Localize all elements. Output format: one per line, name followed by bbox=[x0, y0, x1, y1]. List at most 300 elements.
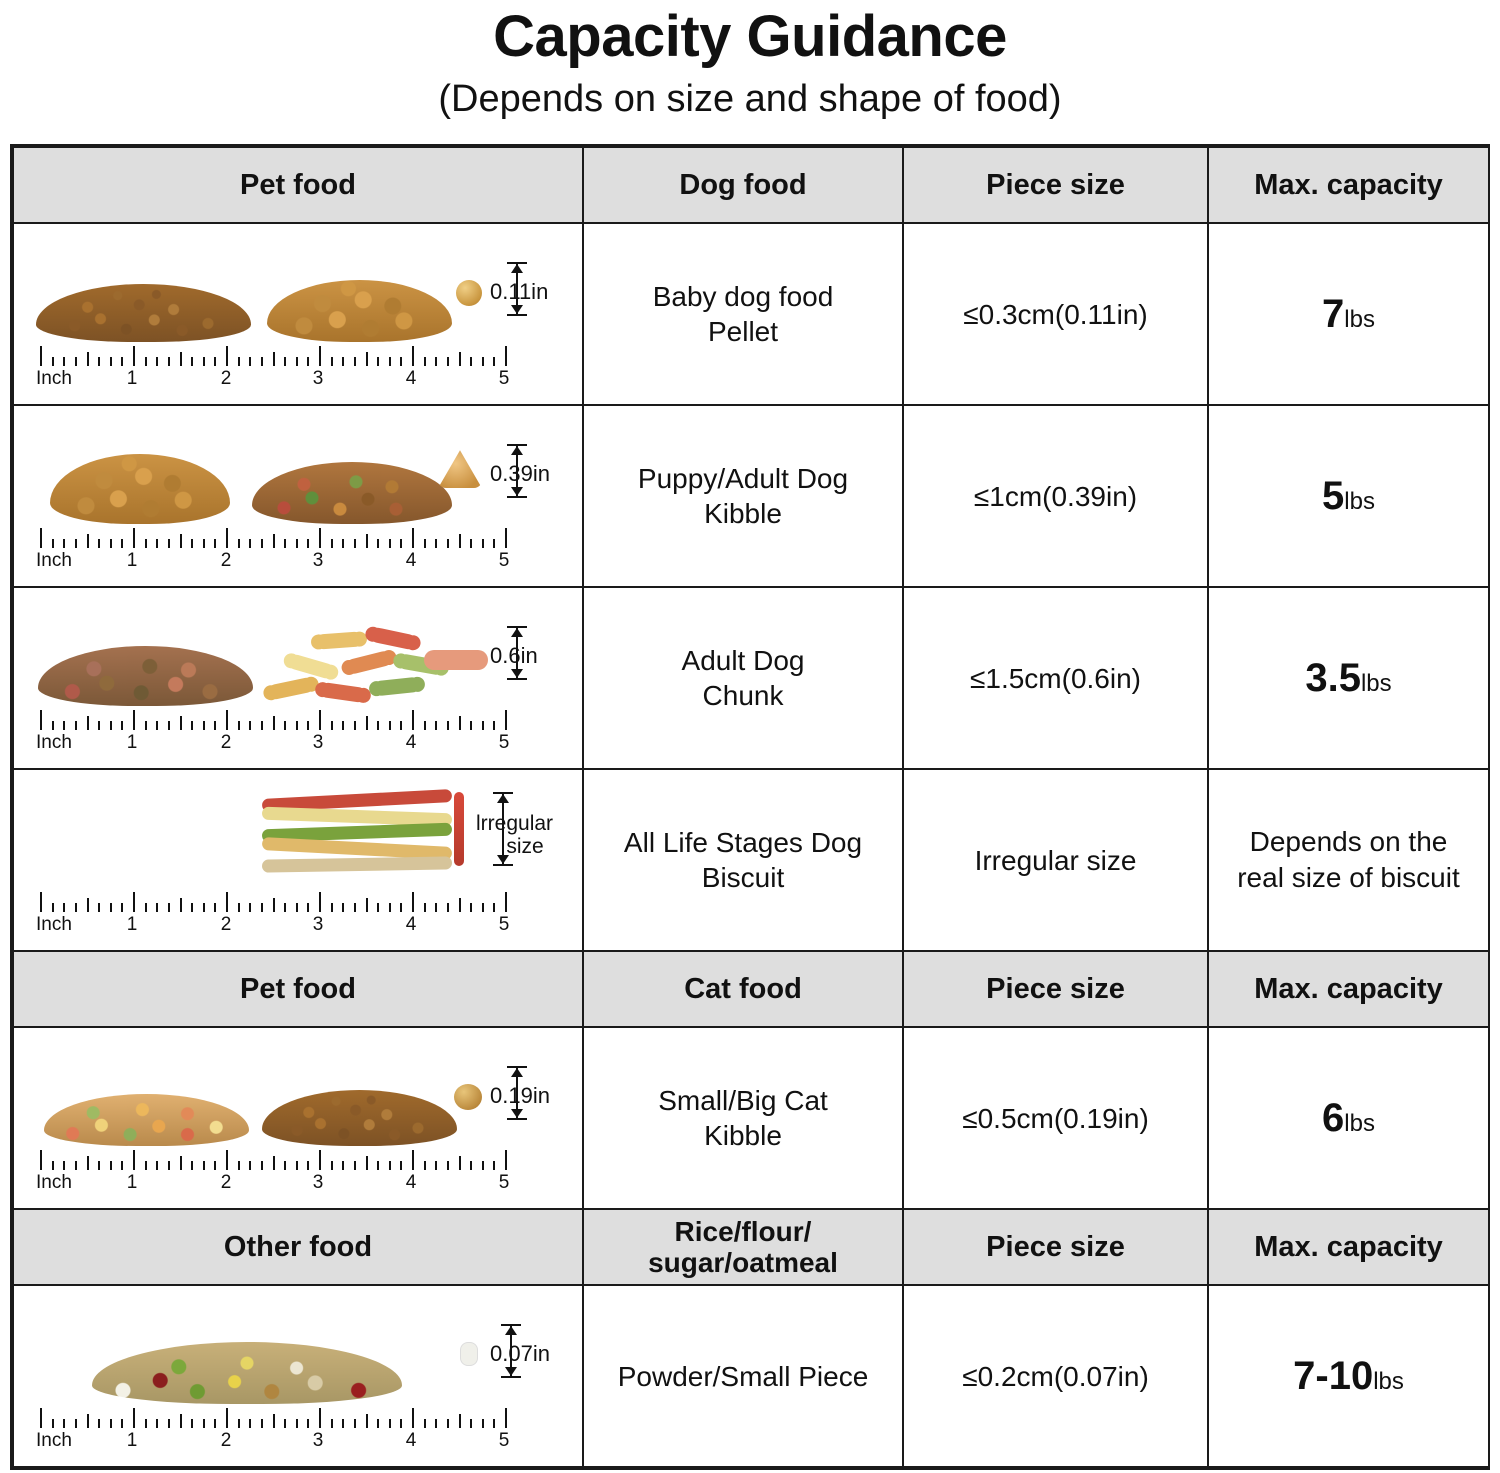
ruler-tick bbox=[98, 903, 100, 912]
ruler-mark: 3 bbox=[312, 1172, 324, 1194]
food-photo bbox=[22, 776, 574, 888]
ruler-tick bbox=[168, 357, 170, 366]
ruler-tick bbox=[261, 539, 263, 548]
ruler-tick bbox=[377, 903, 379, 912]
ruler-tick bbox=[482, 1419, 484, 1428]
page-title: Capacity Guidance bbox=[493, 4, 1007, 69]
ruler-tick bbox=[273, 716, 275, 730]
ruler-tick bbox=[98, 357, 100, 366]
ruler-mark: 3 bbox=[312, 732, 324, 754]
page-header bbox=[0, 0, 1500, 122]
ruler-tick bbox=[307, 357, 309, 366]
ruler-mark: 4 bbox=[405, 550, 417, 572]
ruler-tick bbox=[156, 357, 158, 366]
ruler-tick bbox=[191, 1161, 193, 1170]
piece-size-cell: ≤1cm(0.39in) bbox=[903, 405, 1208, 587]
ruler-tick bbox=[447, 1419, 449, 1428]
ruler-tick bbox=[214, 357, 216, 366]
ruler-tick bbox=[470, 1161, 472, 1170]
ruler-tick bbox=[331, 539, 333, 548]
ruler-tick bbox=[75, 539, 77, 548]
header-piece-size: Piece size bbox=[903, 951, 1208, 1027]
ruler-tick bbox=[168, 903, 170, 912]
ruler-tick bbox=[342, 903, 344, 912]
table-header-row-other bbox=[13, 1209, 1489, 1285]
kibble-pile-icon bbox=[50, 454, 230, 524]
ruler-tick bbox=[319, 892, 321, 912]
chew-sticks-icon bbox=[258, 790, 458, 882]
max-capacity-cell bbox=[1208, 587, 1489, 769]
ruler-tick bbox=[470, 1419, 472, 1428]
ruler-tick bbox=[342, 1419, 344, 1428]
food-name-cell bbox=[583, 587, 903, 769]
ruler-tick bbox=[424, 721, 426, 730]
capacity-value: 5 bbox=[1322, 474, 1345, 519]
capacity-value: 6 bbox=[1322, 1096, 1345, 1141]
ruler-tick bbox=[121, 1161, 123, 1170]
ruler-tick bbox=[284, 539, 286, 548]
ruler-tick bbox=[366, 716, 368, 730]
ruler-tick bbox=[249, 357, 251, 366]
ruler-tick bbox=[191, 539, 193, 548]
ruler-tick bbox=[482, 357, 484, 366]
kibble-pile-icon bbox=[267, 280, 452, 342]
ruler-tick bbox=[180, 1414, 182, 1428]
capacity-text-line: real size of biscuit bbox=[1237, 862, 1460, 894]
ruler-tick bbox=[203, 1161, 205, 1170]
ruler-tick bbox=[203, 539, 205, 548]
ruler-unit-label: Inch bbox=[36, 732, 72, 754]
ruler-tick bbox=[87, 1156, 89, 1170]
header-pet-food: Pet food bbox=[13, 147, 583, 223]
ruler-tick bbox=[470, 721, 472, 730]
ruler-tick bbox=[203, 357, 205, 366]
ruler-tick bbox=[63, 539, 65, 548]
ruler-tick bbox=[296, 1419, 298, 1428]
ruler-unit-label: Inch bbox=[36, 550, 72, 572]
ruler-tick bbox=[40, 1408, 42, 1428]
ruler-tick bbox=[284, 357, 286, 366]
ruler-mark: 1 bbox=[126, 732, 138, 754]
ruler-tick bbox=[87, 1414, 89, 1428]
ruler-tick bbox=[75, 1161, 77, 1170]
ruler-tick bbox=[133, 528, 135, 548]
ruler-unit-label: Inch bbox=[36, 914, 72, 936]
ruler-tick bbox=[145, 903, 147, 912]
ruler-tick bbox=[156, 903, 158, 912]
ruler-tick bbox=[40, 892, 42, 912]
ruler-tick bbox=[354, 1419, 356, 1428]
ruler-tick bbox=[52, 1419, 54, 1428]
header-max-capacity: Max. capacity bbox=[1208, 147, 1489, 223]
ruler-tick bbox=[226, 528, 228, 548]
ruler-tick bbox=[273, 352, 275, 366]
kibble-pile-icon bbox=[38, 646, 253, 706]
ruler-tick bbox=[459, 534, 461, 548]
ruler-tick bbox=[424, 1419, 426, 1428]
ruler-tick bbox=[145, 1161, 147, 1170]
header-other-food: Other food bbox=[13, 1209, 583, 1285]
ruler-tick bbox=[238, 1419, 240, 1428]
food-name-line: Adult Dog bbox=[681, 645, 805, 677]
ruler-tick bbox=[412, 1408, 414, 1428]
ruler-tick bbox=[52, 903, 54, 912]
ruler-tick bbox=[168, 1419, 170, 1428]
ruler-tick bbox=[389, 1161, 391, 1170]
food-name-line: Puppy/Adult Dog bbox=[637, 463, 849, 495]
ruler-mark: 5 bbox=[498, 914, 510, 936]
food-name-line: Powder/Small Piece bbox=[617, 1360, 869, 1392]
ruler-tick bbox=[226, 892, 228, 912]
ruler-tick bbox=[470, 539, 472, 548]
ruler-tick bbox=[459, 898, 461, 912]
food-name-line: All Life Stages Dog bbox=[623, 827, 863, 859]
ruler-tick bbox=[168, 539, 170, 548]
ruler-tick bbox=[261, 357, 263, 366]
ruler-tick bbox=[75, 1419, 77, 1428]
ruler-mark: 4 bbox=[405, 732, 417, 754]
ruler-tick bbox=[447, 903, 449, 912]
ruler-tick bbox=[354, 539, 356, 548]
ruler-mark: 2 bbox=[220, 1172, 232, 1194]
header-cat-food: Cat food bbox=[583, 951, 903, 1027]
ruler-tick bbox=[307, 1161, 309, 1170]
ruler-tick bbox=[400, 721, 402, 730]
food-name-cell bbox=[583, 223, 903, 405]
ruler-tick bbox=[156, 1161, 158, 1170]
ruler-mark: 2 bbox=[220, 550, 232, 572]
food-photo-cell bbox=[13, 587, 583, 769]
ruler-tick bbox=[493, 1419, 495, 1428]
ruler-mark: 2 bbox=[220, 1430, 232, 1452]
kibble-pile-icon bbox=[44, 1094, 249, 1146]
ruler-tick bbox=[273, 534, 275, 548]
table-row bbox=[13, 1027, 1489, 1209]
kibble-pile-icon bbox=[252, 462, 452, 524]
capacity-table bbox=[12, 146, 1490, 1468]
header-max-capacity: Max. capacity bbox=[1208, 1209, 1489, 1285]
ruler-mark: 5 bbox=[498, 368, 510, 390]
ruler-tick bbox=[273, 1414, 275, 1428]
ruler-tick bbox=[435, 1161, 437, 1170]
food-photo bbox=[22, 1034, 574, 1146]
ruler-mark: 5 bbox=[498, 1172, 510, 1194]
table-row bbox=[13, 769, 1489, 951]
ruler-tick bbox=[319, 1408, 321, 1428]
piece-size-label: 0.39in bbox=[490, 461, 550, 487]
ruler-tick bbox=[296, 903, 298, 912]
ruler-tick bbox=[203, 903, 205, 912]
ruler-tick bbox=[389, 903, 391, 912]
max-capacity-cell bbox=[1208, 1285, 1489, 1467]
food-name-line: Pellet bbox=[707, 316, 779, 348]
ruler-tick bbox=[354, 903, 356, 912]
piece-size-label-line: lrregular bbox=[476, 812, 554, 836]
ruler-tick bbox=[214, 1161, 216, 1170]
ruler-tick bbox=[482, 903, 484, 912]
table-row bbox=[13, 587, 1489, 769]
header-piece-size: Piece size bbox=[903, 147, 1208, 223]
food-photo bbox=[22, 594, 574, 706]
piece-size-label-line: size bbox=[506, 835, 544, 859]
ruler-tick bbox=[284, 1419, 286, 1428]
food-photo-cell bbox=[13, 1027, 583, 1209]
ruler-tick bbox=[40, 710, 42, 730]
ruler-tick bbox=[238, 903, 240, 912]
piece-size-cell: ≤0.5cm(0.19in) bbox=[903, 1027, 1208, 1209]
ruler-tick bbox=[40, 346, 42, 366]
ruler-mark: 1 bbox=[126, 368, 138, 390]
ruler-tick bbox=[273, 898, 275, 912]
capacity-unit: lbs bbox=[1344, 306, 1375, 334]
max-capacity-cell bbox=[1208, 223, 1489, 405]
food-name-line: Biscuit bbox=[701, 862, 785, 894]
max-capacity-cell bbox=[1208, 405, 1489, 587]
ruler-mark: 5 bbox=[498, 732, 510, 754]
ruler-tick bbox=[203, 721, 205, 730]
ruler-tick bbox=[180, 534, 182, 548]
ruler-tick bbox=[52, 721, 54, 730]
header-line: Rice/flour/ bbox=[674, 1215, 812, 1247]
ruler-tick bbox=[249, 1419, 251, 1428]
ruler-tick bbox=[273, 1156, 275, 1170]
ruler-mark: 1 bbox=[126, 1430, 138, 1452]
ruler-tick bbox=[121, 357, 123, 366]
ruler-tick bbox=[505, 710, 507, 730]
piece-size-cell: Irregular size bbox=[903, 769, 1208, 951]
ruler-tick bbox=[435, 903, 437, 912]
food-name-line: Baby dog food bbox=[652, 281, 834, 313]
ruler-tick bbox=[180, 716, 182, 730]
ruler-tick bbox=[133, 710, 135, 730]
ruler-tick bbox=[400, 1161, 402, 1170]
ruler-tick bbox=[482, 1161, 484, 1170]
ruler-tick bbox=[400, 357, 402, 366]
ruler-tick bbox=[319, 528, 321, 548]
ruler-tick bbox=[307, 721, 309, 730]
ruler-tick bbox=[296, 721, 298, 730]
jerky-strips-icon bbox=[40, 788, 230, 884]
ruler-tick bbox=[412, 710, 414, 730]
ruler-tick bbox=[52, 1161, 54, 1170]
table-row bbox=[13, 1285, 1489, 1467]
food-sample-piece-icon bbox=[454, 792, 464, 866]
ruler-mark: 4 bbox=[405, 914, 417, 936]
header-rice-flour bbox=[583, 1209, 903, 1285]
ruler-tick bbox=[296, 1161, 298, 1170]
ruler-tick bbox=[435, 539, 437, 548]
piece-size-label: 0.6in bbox=[490, 643, 538, 669]
ruler-tick bbox=[110, 903, 112, 912]
ruler-numbers bbox=[36, 548, 566, 574]
ruler-tick bbox=[121, 721, 123, 730]
ruler-tick bbox=[493, 903, 495, 912]
ruler-tick bbox=[366, 898, 368, 912]
capacity-table-wrapper bbox=[10, 144, 1490, 1470]
food-sample-piece-icon bbox=[460, 1342, 478, 1366]
ruler-tick bbox=[331, 1161, 333, 1170]
ruler-tick bbox=[121, 539, 123, 548]
ruler-mark: 1 bbox=[126, 550, 138, 572]
food-name-cell bbox=[583, 1285, 903, 1467]
ruler-tick bbox=[63, 1419, 65, 1428]
food-sample-piece-icon bbox=[456, 280, 482, 306]
ruler-tick bbox=[110, 539, 112, 548]
ruler-mark: 1 bbox=[126, 914, 138, 936]
piece-size-label: 0.19in bbox=[490, 1083, 550, 1109]
ruler-tick bbox=[98, 721, 100, 730]
food-photo-cell bbox=[13, 1285, 583, 1467]
ruler-tick bbox=[459, 1414, 461, 1428]
ruler-tick bbox=[377, 357, 379, 366]
ruler-tick bbox=[40, 1150, 42, 1170]
ruler-tick bbox=[145, 539, 147, 548]
ruler-tick bbox=[133, 1408, 135, 1428]
kibble-pile-icon bbox=[36, 284, 251, 342]
header-dog-food: Dog food bbox=[583, 147, 903, 223]
ruler-tick bbox=[342, 721, 344, 730]
ruler-tick bbox=[424, 1161, 426, 1170]
ruler-tick bbox=[110, 1161, 112, 1170]
header-pet-food: Pet food bbox=[13, 951, 583, 1027]
ruler-tick bbox=[435, 721, 437, 730]
ruler-tick bbox=[75, 357, 77, 366]
ruler-tick bbox=[261, 903, 263, 912]
ruler-tick bbox=[424, 357, 426, 366]
ruler-tick bbox=[238, 539, 240, 548]
food-photo bbox=[22, 412, 574, 524]
food-name-cell bbox=[583, 405, 903, 587]
capacity-unit: lbs bbox=[1344, 1110, 1375, 1138]
ruler-unit-label: Inch bbox=[36, 1430, 72, 1452]
ruler-tick bbox=[296, 357, 298, 366]
ruler-tick bbox=[238, 721, 240, 730]
food-photo-cell bbox=[13, 223, 583, 405]
ruler-tick bbox=[389, 539, 391, 548]
ruler-tick bbox=[400, 539, 402, 548]
ruler bbox=[36, 344, 566, 400]
ruler-tick bbox=[214, 1419, 216, 1428]
ruler bbox=[36, 526, 566, 582]
ruler-tick bbox=[354, 357, 356, 366]
ruler-tick bbox=[296, 539, 298, 548]
ruler-tick bbox=[505, 1150, 507, 1170]
ruler-tick bbox=[459, 716, 461, 730]
ruler-tick bbox=[366, 1156, 368, 1170]
ruler-mark: 3 bbox=[312, 914, 324, 936]
ruler-tick bbox=[261, 1419, 263, 1428]
ruler-tick bbox=[284, 903, 286, 912]
ruler-tick bbox=[226, 1150, 228, 1170]
ruler-tick bbox=[249, 721, 251, 730]
ruler-tick bbox=[389, 1419, 391, 1428]
ruler-tick bbox=[63, 721, 65, 730]
ruler-tick bbox=[156, 1419, 158, 1428]
ruler-tick bbox=[505, 892, 507, 912]
ruler-tick bbox=[377, 1419, 379, 1428]
ruler-tick bbox=[307, 1419, 309, 1428]
ruler-numbers bbox=[36, 912, 566, 938]
piece-size-cell: ≤1.5cm(0.6in) bbox=[903, 587, 1208, 769]
ruler-tick bbox=[52, 539, 54, 548]
ruler-tick bbox=[505, 346, 507, 366]
ruler-numbers bbox=[36, 730, 566, 756]
ruler-tick bbox=[214, 903, 216, 912]
kibble-pile-icon bbox=[262, 1090, 457, 1146]
ruler-tick bbox=[191, 721, 193, 730]
ruler-tick bbox=[319, 1150, 321, 1170]
ruler-tick bbox=[482, 539, 484, 548]
ruler-tick bbox=[63, 1161, 65, 1170]
table-header-row-cat bbox=[13, 951, 1489, 1027]
ruler-tick bbox=[470, 357, 472, 366]
ruler-mark: 4 bbox=[405, 1430, 417, 1452]
ruler-ticks bbox=[36, 1406, 566, 1428]
ruler-tick bbox=[191, 357, 193, 366]
header-line: sugar/oatmeal bbox=[648, 1247, 838, 1279]
ruler-ticks bbox=[36, 708, 566, 730]
ruler-tick bbox=[156, 721, 158, 730]
header-piece-size: Piece size bbox=[903, 1209, 1208, 1285]
ruler-tick bbox=[493, 721, 495, 730]
ruler-tick bbox=[63, 903, 65, 912]
ruler-tick bbox=[412, 892, 414, 912]
ruler-tick bbox=[307, 903, 309, 912]
ruler-tick bbox=[319, 710, 321, 730]
ruler-tick bbox=[87, 716, 89, 730]
ruler-unit-label: Inch bbox=[36, 368, 72, 390]
ruler-ticks bbox=[36, 890, 566, 912]
ruler-tick bbox=[87, 534, 89, 548]
ruler-tick bbox=[87, 898, 89, 912]
ruler-tick bbox=[470, 903, 472, 912]
ruler-tick bbox=[110, 1419, 112, 1428]
ruler-tick bbox=[366, 1414, 368, 1428]
ruler-tick bbox=[505, 1408, 507, 1428]
ruler-tick bbox=[110, 721, 112, 730]
ruler-tick bbox=[75, 903, 77, 912]
ruler-tick bbox=[331, 357, 333, 366]
ruler-tick bbox=[331, 1419, 333, 1428]
piece-size-cell: ≤0.3cm(0.11in) bbox=[903, 223, 1208, 405]
ruler-tick bbox=[400, 1419, 402, 1428]
ruler-mark: 3 bbox=[312, 550, 324, 572]
ruler-tick bbox=[435, 357, 437, 366]
ruler-mark: 3 bbox=[312, 1430, 324, 1452]
food-photo bbox=[22, 230, 574, 342]
ruler-tick bbox=[180, 352, 182, 366]
ruler-tick bbox=[145, 357, 147, 366]
ruler-tick bbox=[261, 1161, 263, 1170]
piece-size-label: 0.11in bbox=[490, 279, 549, 305]
ruler-tick bbox=[319, 346, 321, 366]
ruler-tick bbox=[121, 903, 123, 912]
ruler-tick bbox=[87, 352, 89, 366]
ruler-tick bbox=[354, 1161, 356, 1170]
ruler-tick bbox=[191, 1419, 193, 1428]
ruler-tick bbox=[40, 528, 42, 548]
ruler-tick bbox=[63, 357, 65, 366]
ruler-tick bbox=[238, 357, 240, 366]
ruler-mark: 1 bbox=[126, 1172, 138, 1194]
capacity-value: 3.5 bbox=[1305, 656, 1361, 701]
piece-size-cell: ≤0.2cm(0.07in) bbox=[903, 1285, 1208, 1467]
ruler-tick bbox=[180, 898, 182, 912]
ruler-tick bbox=[389, 721, 391, 730]
max-capacity-cell bbox=[1208, 769, 1489, 951]
ruler-ticks bbox=[36, 1148, 566, 1170]
ruler-mark: 4 bbox=[405, 368, 417, 390]
